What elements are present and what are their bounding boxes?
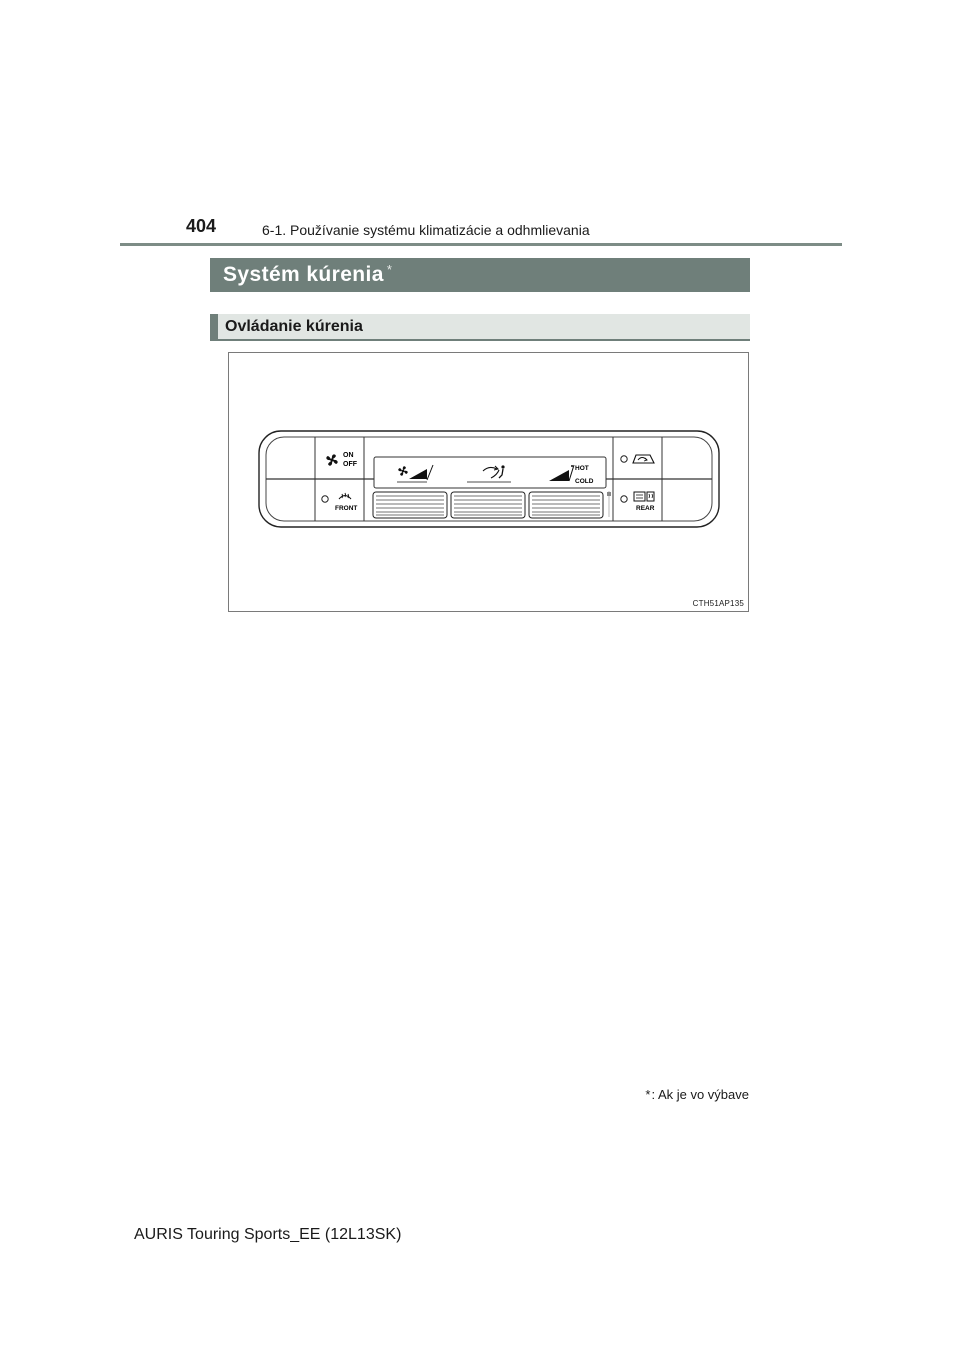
air-vent-center[interactable] xyxy=(451,492,525,518)
air-vent-left[interactable] xyxy=(373,492,447,518)
recirculation-indicator-light xyxy=(621,456,627,462)
subsection-banner xyxy=(210,314,750,341)
subsection-title: Ovládanie kúrenia xyxy=(225,317,363,335)
subsection-bar xyxy=(210,314,218,339)
cold-label: COLD xyxy=(575,478,594,485)
fan-off-label: OFF xyxy=(343,461,357,468)
rear-label: REAR xyxy=(636,505,655,512)
footnote-text: : Ak je vo výbave xyxy=(651,1087,749,1102)
front-indicator-light xyxy=(322,496,328,502)
chapter-heading: 6-1. Používanie systému klimatizácie a odhmlievania xyxy=(262,222,590,238)
heater-control-panel-illustration xyxy=(229,353,748,611)
page-number: 404 xyxy=(186,216,217,236)
heater-control-figure xyxy=(228,352,749,612)
figure-code: CTH51AP135 xyxy=(692,599,744,608)
footnote xyxy=(645,1087,749,1102)
air-vent-right[interactable] xyxy=(529,492,603,518)
fan-on-label: ON xyxy=(343,452,354,459)
section-title: Systém kúrenia xyxy=(223,263,384,286)
optional-equipment-mark: * xyxy=(386,261,392,277)
document-footer: AURIS Touring Sports_EE (12L13SK) xyxy=(134,1226,402,1243)
header-divider xyxy=(120,243,842,246)
section-banner xyxy=(210,258,750,292)
front-label: FRONT xyxy=(335,505,358,512)
footnote-mark: * xyxy=(645,1087,651,1102)
hot-label: HOT xyxy=(575,465,589,472)
rear-indicator-light xyxy=(621,496,627,502)
